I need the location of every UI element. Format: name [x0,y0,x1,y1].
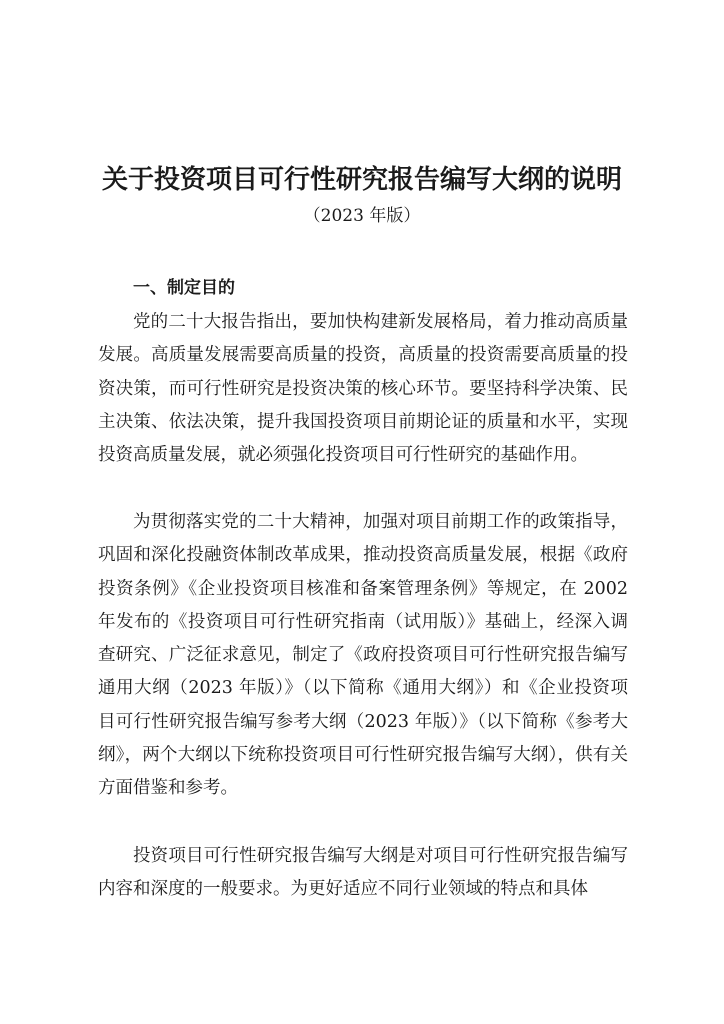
document-title: 关于投资项目可行性研究报告编写大纲的说明 [101,165,622,195]
paragraph-1: 党的二十大报告指出，要加快构建新发展格局，着力推动高质量发展。高质量发展需要高质量的投资，高质量的投资需要高质量的投资决策，而可行性研究是投资决策的核心环节。要坚持科学决策、民主决策、依法决策，提升我国投资项目前期论证的质量和水平，实现投资高质量发展，就必须强化投资项目可行性研究的基础作用。 [98,312,628,466]
section-heading-purpose: 一、制定目的 [133,278,235,298]
document-subtitle: （2023 年版） [303,206,421,226]
paragraph-3: 投资项目可行性研究报告编写大纲是对项目可行性研究报告编写内容和深度的一般要求。为更好适应不同行业领域的特点和具体 [98,846,628,900]
paragraph-2: 为贯彻落实党的二十大精神，加强对项目前期工作的政策指导，巩固和深化投融资体制改革成果，推动投资高质量发展，根据《政府投资条例》《企业投资项目核准和备案管理条例》等规定，在 2002 年发布的《投资项目可行性研究指南（试用版）》基础上，经深入调查研究、广泛征求意见，制定了《政府投资项目可行性研究报告编写通用大纲（2023 年版）》（以下简称《通用大纲》）和《企业投资项目可行性研究报告编写参考大纲（2023 年版）》（以下简称《参考大纲》，两个大纲以下统称投资项目可行性研究报告编写大纲），供有关方面借鉴和参考。 [98,512,628,799]
